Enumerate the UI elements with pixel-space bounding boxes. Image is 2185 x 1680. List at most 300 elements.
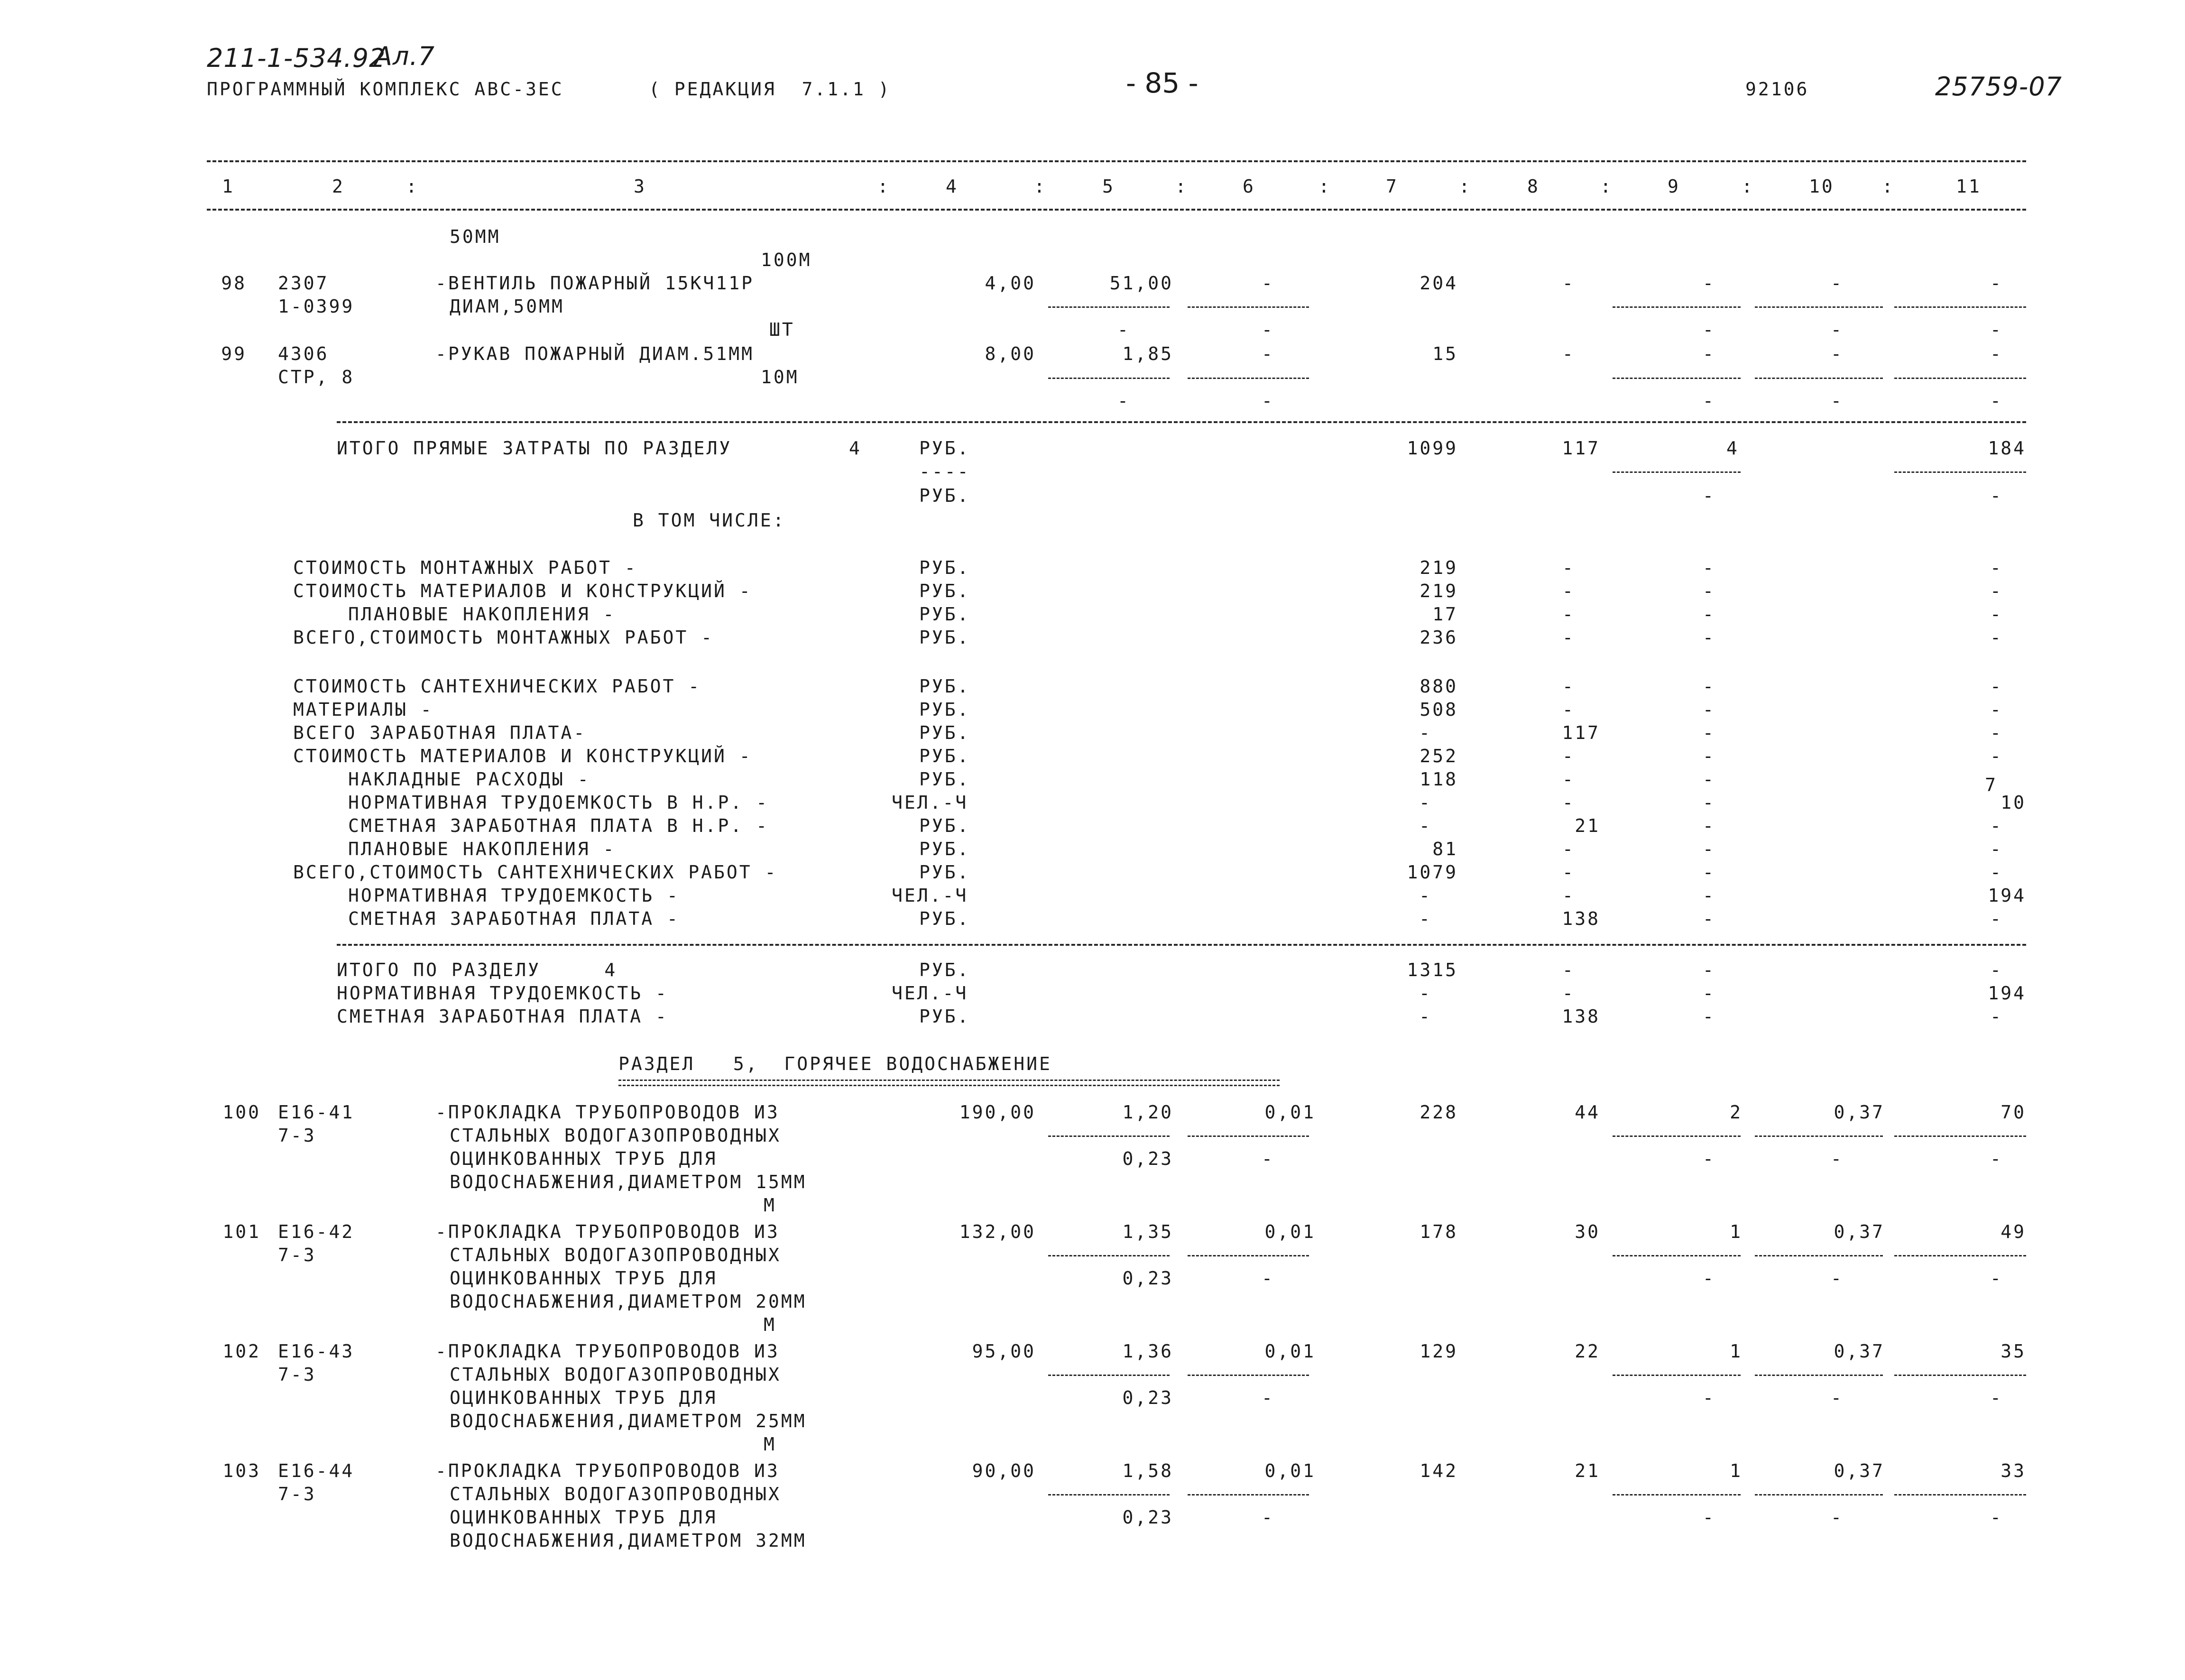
cell-rule [1894, 1135, 2026, 1137]
mount-label: СТОИМОСТЬ МОНТАЖНЫХ РАБОТ - [293, 557, 637, 578]
row-empty: - [1831, 1148, 1842, 1169]
item-c7: 178 [1420, 1221, 1458, 1242]
cell-rule [1048, 1255, 1170, 1256]
row-empty: - [1562, 557, 1573, 578]
row-code-2: СТР, 8 [278, 367, 355, 388]
row-empty: - [1703, 581, 1714, 601]
col-5: 5 [1102, 176, 1115, 197]
sanit-c11: 194 [1988, 885, 2026, 906]
item-c7: 228 [1420, 1102, 1458, 1123]
item-qty: 190,00 [959, 1102, 1036, 1123]
mount-label: ПЛАНОВЫЕ НАКОПЛЕНИЯ - [348, 604, 616, 625]
mount-unit: РУБ. [919, 604, 970, 625]
including-label: В ТОМ ЧИСЛЕ: [633, 510, 786, 531]
item-c7: 129 [1420, 1341, 1458, 1362]
row-empty: - [1419, 983, 1430, 1004]
row-empty: - [1990, 604, 2001, 625]
doc-number: 92106 [1745, 79, 1809, 100]
cell-rule [1048, 306, 1170, 308]
item-number: 103 [222, 1460, 261, 1481]
col-10: 10 [1809, 176, 1835, 197]
item-name-3: ОЦИНКОВАННЫХ ТРУБ ДЛЯ [450, 1387, 718, 1408]
cell-rule [1755, 1135, 1883, 1137]
row-empty: - [1990, 319, 2001, 340]
sanit-c8: 117 [1562, 722, 1600, 743]
row-empty: - [1117, 319, 1128, 340]
item-name-2: СТАЛЬНЫХ ВОДОГАЗОПРОВОДНЫХ [450, 1245, 781, 1265]
sanit-unit: РУБ. [919, 699, 970, 720]
item-c10: 0,37 [1834, 1460, 1885, 1481]
album-number: Ал.7 [375, 41, 435, 71]
mount-c7: 219 [1420, 581, 1458, 601]
page-number: - 85 - [1126, 67, 1199, 99]
item-name: -ПРОКЛАДКА ТРУБОПРОВОДОВ ИЗ [435, 1221, 780, 1242]
col-8: 8 [1527, 176, 1540, 197]
row-empty: - [1703, 627, 1714, 648]
row-empty: - [1562, 746, 1573, 766]
cell-rule [1755, 1375, 1883, 1376]
col-4: 4 [946, 176, 959, 197]
item-c5: 1,35 [1122, 1221, 1173, 1242]
item-name-4: ВОДОСНАБЖЕНИЯ,ДИАМЕТРОМ 32ММ [450, 1530, 807, 1551]
row-empty: - [1703, 885, 1714, 906]
item-c6: 0,01 [1264, 1460, 1316, 1481]
mount-unit: РУБ. [919, 557, 970, 578]
row-empty: - [1262, 1148, 1272, 1169]
row-empty: - [1703, 746, 1714, 766]
row-empty: - [1703, 1268, 1714, 1289]
item-name-3: ОЦИНКОВАННЫХ ТРУБ ДЛЯ [450, 1148, 718, 1169]
item-name-2: СТАЛЬНЫХ ВОДОГАЗОПРОВОДНЫХ [450, 1364, 781, 1385]
item-c9: 1 [1730, 1221, 1742, 1242]
section-total-unit: РУБ. [919, 1006, 970, 1027]
header-rule-top [207, 160, 2026, 162]
row-empty: - [1262, 319, 1272, 340]
col-1: 1 [222, 176, 235, 197]
row-empty: - [1990, 676, 2001, 697]
item-code: Е16-43 [278, 1341, 355, 1362]
mount-label: СТОИМОСТЬ МАТЕРИАЛОВ И КОНСТРУКЦИЙ - [293, 581, 752, 601]
row-empty: - [1990, 1268, 2001, 1289]
row-empty: - [1703, 862, 1714, 883]
sanit-label: НАКЛАДНЫЕ РАСХОДЫ - [348, 769, 590, 790]
row-empty: - [1990, 815, 2001, 836]
row-empty: - [1703, 676, 1714, 697]
cell-rule [1613, 1255, 1741, 1256]
continuation-unit: 100М [761, 249, 812, 270]
item-c6: 0,01 [1264, 1221, 1316, 1242]
item-qty: 132,00 [959, 1221, 1036, 1242]
row-empty: - [1990, 1507, 2001, 1528]
item-code: Е16-42 [278, 1221, 355, 1242]
section-total-c7: 1315 [1407, 960, 1458, 980]
cell-rule [1188, 1135, 1309, 1137]
row-empty: - [1703, 908, 1714, 929]
row-empty: - [1831, 1387, 1842, 1408]
total-direct-c11: 184 [1988, 438, 2026, 459]
mount-unit: РУБ. [919, 627, 970, 648]
row-empty: - [1703, 273, 1714, 294]
section-5-underline [618, 1080, 1280, 1086]
total-direct-separator: ---- [919, 461, 970, 482]
row-empty: - [1562, 960, 1573, 980]
row-total: 15 [1432, 343, 1458, 364]
row-empty: - [1703, 557, 1714, 578]
sanit-unit: РУБ. [919, 839, 970, 859]
sanit-label: МАТЕРИАЛЫ - [293, 699, 433, 720]
cell-rule [1188, 306, 1309, 308]
mount-label: ВСЕГО,СТОИМОСТЬ МОНТАЖНЫХ РАБОТ - [293, 627, 714, 648]
col-sep: : [406, 176, 419, 197]
item-qty: 95,00 [972, 1341, 1036, 1362]
total-direct-c9: 4 [1726, 438, 1739, 459]
row-empty: - [1990, 581, 2001, 601]
row-empty: - [1703, 390, 1714, 411]
item-code-2: 7-3 [278, 1484, 316, 1505]
sanit-label: СМЕТНАЯ ЗАРАБОТНАЯ ПЛАТА В Н.Р. - [348, 815, 769, 836]
item-c8: 21 [1575, 1460, 1600, 1481]
row-empty: - [1562, 983, 1573, 1004]
row-empty: - [1990, 485, 2001, 506]
row-empty: - [1703, 319, 1714, 340]
item-c6: 0,01 [1264, 1341, 1316, 1362]
row-empty: - [1703, 485, 1714, 506]
row-empty: - [1562, 769, 1573, 790]
row-empty: - [1703, 604, 1714, 625]
section-total-label: СМЕТНАЯ ЗАРАБОТНАЯ ПЛАТА - [337, 1006, 668, 1027]
sanit-c11: 10 [2001, 792, 2026, 813]
row-empty: - [1703, 960, 1714, 980]
item-name: -ПРОКЛАДКА ТРУБОПРОВОДОВ ИЗ [435, 1102, 780, 1123]
row-empty: - [1831, 1507, 1842, 1528]
item-number: 102 [222, 1341, 261, 1362]
sanit-unit: РУБ. [919, 862, 970, 883]
col-sep: : [1882, 176, 1895, 197]
sanit-unit: РУБ. [919, 722, 970, 743]
total-direct-section: 4 [849, 438, 862, 459]
item-c10: 0,37 [1834, 1102, 1885, 1123]
cell-rule [1894, 1255, 2026, 1256]
row-empty: - [1703, 722, 1714, 743]
col-6: 6 [1243, 176, 1255, 197]
row-number: 98 [221, 273, 247, 294]
col-sep: : [1600, 176, 1613, 197]
header-rule-bottom [207, 209, 2026, 211]
item-name-2: СТАЛЬНЫХ ВОДОГАЗОПРОВОДНЫХ [450, 1484, 781, 1505]
section-total-c11: 194 [1988, 983, 2026, 1004]
row-empty: - [1990, 722, 2001, 743]
row-empty: - [1262, 1507, 1272, 1528]
sanit-label: НОРМАТИВНАЯ ТРУДОЕМКОСТЬ В Н.Р. - [348, 792, 769, 813]
row-empty: - [1562, 273, 1573, 294]
row-empty: - [1419, 792, 1430, 813]
sanit-c7: 1079 [1407, 862, 1458, 883]
item-qty: 90,00 [972, 1460, 1036, 1481]
row-empty: - [1990, 557, 2001, 578]
item-name: -ПРОКЛАДКА ТРУБОПРОВОДОВ ИЗ [435, 1341, 780, 1362]
row-empty: - [1990, 627, 2001, 648]
total-direct-label: ИТОГО ПРЯМЫЕ ЗАТРАТЫ ПО РАЗДЕЛУ [337, 438, 732, 459]
continuation-text: 50ММ [450, 226, 501, 247]
item-unit: М [764, 1314, 776, 1335]
mount-c7: 219 [1420, 557, 1458, 578]
col-sep: : [1318, 176, 1331, 197]
item-c7: 142 [1420, 1460, 1458, 1481]
item-number: 100 [222, 1102, 261, 1123]
item-number: 101 [222, 1221, 261, 1242]
row-code-2: 1-0399 [278, 296, 355, 317]
row-empty: - [1990, 699, 2001, 720]
cell-rule [1894, 1375, 2026, 1376]
item-code: Е16-44 [278, 1460, 355, 1481]
row-empty: - [1990, 1387, 2001, 1408]
row-price: 1,85 [1122, 343, 1173, 364]
row-empty: - [1419, 815, 1430, 836]
total-direct-unit-2: РУБ. [919, 485, 970, 506]
col-sep: : [1034, 176, 1047, 197]
sanit-unit: РУБ. [919, 815, 970, 836]
program-name: ПРОГРАММНЫЙ КОМПЛЕКС АВС-3ЕС [207, 79, 564, 100]
section-5-title: РАЗДЕЛ 5, ГОРЯЧЕЕ ВОДОСНАБЖЕНИЕ [618, 1053, 1052, 1074]
row-total: 204 [1420, 273, 1458, 294]
row-code: 2307 [278, 273, 329, 294]
sanit-c7: 252 [1420, 746, 1458, 766]
col-sep: : [877, 176, 890, 197]
row-empty: - [1562, 839, 1573, 859]
row-empty: - [1419, 1006, 1430, 1027]
cell-rule [1613, 1375, 1741, 1376]
sanit-c11: 7 [1985, 775, 1998, 795]
row-empty: - [1419, 722, 1430, 743]
item-code-2: 7-3 [278, 1125, 316, 1146]
section-total-c8: 138 [1562, 1006, 1600, 1027]
row-empty: - [1990, 390, 2001, 411]
row-name-2: ДИАМ,50ММ [450, 296, 564, 317]
col-3: 3 [634, 176, 646, 197]
total-direct-c7: 1099 [1407, 438, 1458, 459]
sanit-label: ПЛАНОВЫЕ НАКОПЛЕНИЯ - [348, 839, 616, 859]
row-empty: - [1990, 343, 2001, 364]
total-direct-unit: РУБ. [919, 438, 970, 459]
cell-rule [1048, 1135, 1170, 1137]
row-empty: - [1262, 1387, 1272, 1408]
row-empty: - [1262, 390, 1272, 411]
col-sep: : [1459, 176, 1472, 197]
row-empty: - [1562, 862, 1573, 883]
cell-rule [1755, 1255, 1883, 1256]
sanit-label: СТОИМОСТЬ САНТЕХНИЧЕСКИХ РАБОТ - [293, 676, 701, 697]
sanit-unit: РУБ. [919, 676, 970, 697]
mount-c7: 17 [1432, 604, 1458, 625]
item-unit: М [764, 1195, 776, 1216]
row-empty: - [1562, 627, 1573, 648]
row-empty: - [1703, 839, 1714, 859]
item-c8: 30 [1575, 1221, 1600, 1242]
section-rule [337, 421, 2026, 423]
row-qty: 8,00 [985, 343, 1036, 364]
row-empty: - [1831, 343, 1842, 364]
item-c5b: 0,23 [1122, 1148, 1173, 1169]
item-name-3: ОЦИНКОВАННЫХ ТРУБ ДЛЯ [450, 1268, 718, 1289]
cell-rule [1755, 306, 1883, 308]
row-unit: ШТ [769, 319, 795, 340]
row-empty: - [1419, 885, 1430, 906]
sanit-c7: 508 [1420, 699, 1458, 720]
col-9: 9 [1668, 176, 1680, 197]
item-c6: 0,01 [1264, 1102, 1316, 1123]
cell-rule [1613, 378, 1741, 379]
row-empty: - [1562, 581, 1573, 601]
cell-rule [1613, 1135, 1741, 1137]
row-name: -ВЕНТИЛЬ ПОЖАРНЫЙ 15КЧ11Р [435, 273, 754, 294]
row-empty: - [1703, 1507, 1714, 1528]
sanit-label: СМЕТНАЯ ЗАРАБОТНАЯ ПЛАТА - [348, 908, 680, 929]
sanit-c7: 81 [1432, 839, 1458, 859]
total-direct-c8: 117 [1562, 438, 1600, 459]
item-c11: 49 [2001, 1221, 2026, 1242]
item-c9: 2 [1730, 1102, 1742, 1123]
item-c11: 35 [2001, 1341, 2026, 1362]
row-empty: - [1262, 343, 1272, 364]
cell-rule [1755, 378, 1883, 379]
section-rule [337, 944, 2026, 946]
row-empty: - [1262, 273, 1272, 294]
item-c8: 44 [1575, 1102, 1600, 1123]
cell-rule [1894, 306, 2026, 308]
item-c8: 22 [1575, 1341, 1600, 1362]
row-empty: - [1990, 908, 2001, 929]
doc-code: 211-1-534.92 [207, 43, 386, 73]
cell-rule [1613, 1494, 1741, 1495]
row-empty: - [1703, 769, 1714, 790]
row-empty: - [1831, 319, 1842, 340]
sanit-unit: ЧЕЛ.-Ч [892, 792, 968, 813]
item-c11: 70 [2001, 1102, 2026, 1123]
row-empty: - [1831, 390, 1842, 411]
item-c5b: 0,23 [1122, 1268, 1173, 1289]
col-sep: : [1742, 176, 1754, 197]
row-empty: - [1703, 815, 1714, 836]
cell-rule [1613, 306, 1741, 308]
row-empty: - [1562, 885, 1573, 906]
row-empty: - [1703, 1148, 1714, 1169]
cell-rule [1188, 1375, 1309, 1376]
row-empty: - [1990, 746, 2001, 766]
row-empty: - [1562, 699, 1573, 720]
cell-rule [1894, 378, 2026, 379]
row-empty: - [1562, 792, 1573, 813]
item-c5: 1,20 [1122, 1102, 1173, 1123]
row-empty: - [1703, 792, 1714, 813]
row-empty: - [1990, 1148, 2001, 1169]
item-c11: 33 [2001, 1460, 2026, 1481]
row-empty: - [1419, 908, 1430, 929]
row-name: -РУКАВ ПОЖАРНЫЙ ДИАМ.51ММ [435, 343, 754, 364]
item-name-4: ВОДОСНАБЖЕНИЯ,ДИАМЕТРОМ 20ММ [450, 1291, 807, 1312]
row-empty: - [1703, 1006, 1714, 1027]
row-empty: - [1831, 1268, 1842, 1289]
row-empty: - [1831, 273, 1842, 294]
sanit-label: СТОИМОСТЬ МАТЕРИАЛОВ И КОНСТРУКЦИЙ - [293, 746, 752, 766]
row-empty: - [1990, 273, 2001, 294]
sanit-c7: 880 [1420, 676, 1458, 697]
cell-rule [1048, 378, 1170, 379]
row-empty: - [1703, 1387, 1714, 1408]
sanit-c8: 21 [1575, 815, 1600, 836]
item-c5b: 0,23 [1122, 1507, 1173, 1528]
cell-rule [1613, 471, 1741, 473]
col-sep: : [1175, 176, 1188, 197]
item-code-2: 7-3 [278, 1245, 316, 1265]
row-unit: 10М [761, 367, 799, 388]
item-name: -ПРОКЛАДКА ТРУБОПРОВОДОВ ИЗ [435, 1460, 780, 1481]
row-empty: - [1703, 699, 1714, 720]
row-number: 99 [221, 343, 247, 364]
sanit-unit: РУБ. [919, 746, 970, 766]
row-empty: - [1990, 862, 2001, 883]
row-empty: - [1562, 604, 1573, 625]
cell-rule [1048, 1375, 1170, 1376]
program-edition: ( РЕДАКЦИЯ 7.1.1 ) [649, 79, 891, 100]
cell-rule [1048, 1494, 1170, 1495]
section-total-label: ИТОГО ПО РАЗДЕЛУ 4 [337, 960, 618, 980]
sanit-label: НОРМАТИВНАЯ ТРУДОЕМКОСТЬ - [348, 885, 680, 906]
sanit-unit: РУБ. [919, 908, 970, 929]
section-total-unit: ЧЕЛ.-Ч [892, 983, 968, 1004]
item-name-4: ВОДОСНАБЖЕНИЯ,ДИАМЕТРОМ 15ММ [450, 1172, 807, 1192]
cell-rule [1894, 1494, 2026, 1495]
section-total-label: НОРМАТИВНАЯ ТРУДОЕМКОСТЬ - [337, 983, 668, 1004]
col-7: 7 [1386, 176, 1399, 197]
mount-unit: РУБ. [919, 581, 970, 601]
item-name-4: ВОДОСНАБЖЕНИЯ,ДИАМЕТРОМ 25ММ [450, 1411, 807, 1431]
cell-rule [1188, 1494, 1309, 1495]
cell-rule [1894, 471, 2026, 473]
item-c10: 0,37 [1834, 1221, 1885, 1242]
item-c9: 1 [1730, 1460, 1742, 1481]
row-empty: - [1990, 839, 2001, 859]
row-qty: 4,00 [985, 273, 1036, 294]
row-price: 51,00 [1109, 273, 1173, 294]
sanit-c8: 138 [1562, 908, 1600, 929]
item-c10: 0,37 [1834, 1341, 1885, 1362]
item-code: Е16-41 [278, 1102, 355, 1123]
row-empty: - [1262, 1268, 1272, 1289]
row-empty: - [1703, 343, 1714, 364]
row-empty: - [1562, 343, 1573, 364]
sanit-unit: РУБ. [919, 769, 970, 790]
row-empty: - [1562, 676, 1573, 697]
item-name-3: ОЦИНКОВАННЫХ ТРУБ ДЛЯ [450, 1507, 718, 1528]
item-unit: М [764, 1434, 776, 1455]
row-empty: - [1990, 1006, 2001, 1027]
inventory-number: 25759-07 [1935, 72, 2062, 102]
row-empty: - [1990, 960, 2001, 980]
item-c5: 1,58 [1122, 1460, 1173, 1481]
row-empty: - [1703, 983, 1714, 1004]
sanit-label: ВСЕГО,СТОИМОСТЬ САНТЕХНИЧЕСКИХ РАБОТ - [293, 862, 778, 883]
row-empty: - [1117, 390, 1128, 411]
item-code-2: 7-3 [278, 1364, 316, 1385]
col-11: 11 [1956, 176, 1982, 197]
section-total-unit: РУБ. [919, 960, 970, 980]
col-2: 2 [332, 176, 345, 197]
sanit-c7: 118 [1420, 769, 1458, 790]
row-code: 4306 [278, 343, 329, 364]
item-c5: 1,36 [1122, 1341, 1173, 1362]
cell-rule [1755, 1494, 1883, 1495]
cell-rule [1188, 1255, 1309, 1256]
